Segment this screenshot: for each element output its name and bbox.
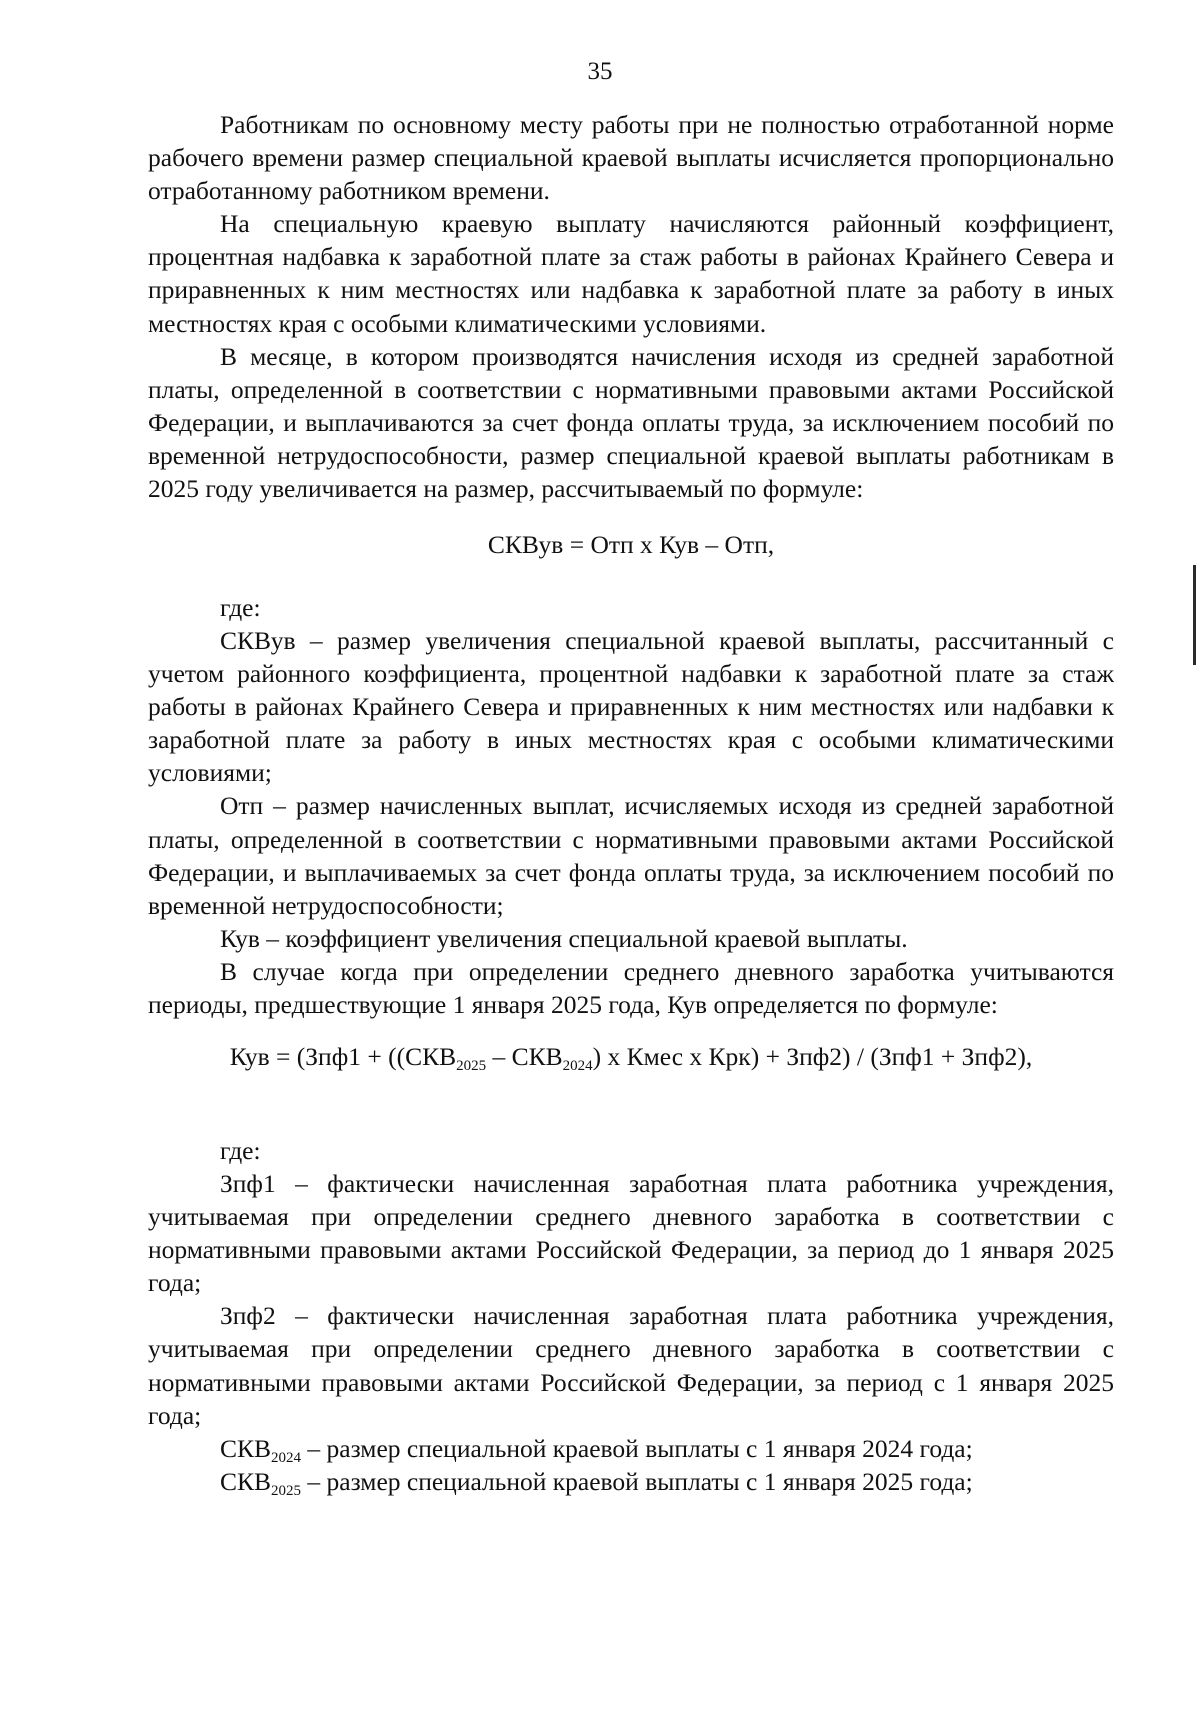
definition-kuv: Кув – коэффициент увеличения специальной краевой выплаты. xyxy=(220,923,908,953)
formula-kuv-part2: – СКВ xyxy=(486,1042,563,1071)
definition-zpf1: Зпф1 – фактически начисленная заработная плата работника учреждения, учитываемая при определении среднего дневного заработка в соответствии с нормативными правовыми актами Российской Федерации, за период до 1 января 2025 года; xyxy=(148,1169,1114,1298)
definition-skv2024 xyxy=(148,1432,1114,1465)
definition-skv2025 xyxy=(148,1465,1114,1498)
formula-kuv xyxy=(148,1040,1114,1073)
formula-kuv-part3: ) х Кмес х Крк) + Зпф2) / (Зпф1 + Зпф2), xyxy=(592,1042,1033,1071)
paragraph-coefficients: На специальную краевую выплату начисляются районный коэффициент, процентная надбавка к заработной плате за стаж работы в районах Крайнего Севера и приравненных к ним местностях или надбавка к заработной плате за работу в иных местностях края с особыми климатическими условиями. xyxy=(148,209,1114,338)
scan-margin-mark xyxy=(1193,565,1196,665)
definition-zpf2: Зпф2 – фактически начисленная заработная плата работника учреждения, учитываемая при определении среднего дневного заработка в соответствии с нормативными правовыми актами Российской Федерации, за период с 1 января 2025 года; xyxy=(148,1301,1114,1430)
where-label-1: где: xyxy=(220,593,261,622)
formula-skvuv: СКВув = Отп х Кув – Отп, xyxy=(487,530,775,559)
paragraph-increase-rule: В месяце, в котором производятся начисления исходя из средней заработной платы, определенной в соответствии с нормативными правовыми актами Российской Федерации, и выплачиваются за счет фонда оплаты труда, за исключением пособий по временной нетрудоспособности, размер специальной краевой выплаты работникам в 2025 году увеличивается на размер, рассчитываемый по формуле: xyxy=(148,341,1114,504)
skv2024-text: – размер специальной краевой выплаты с 1 января 2024 года; xyxy=(301,1433,973,1463)
formula-kuv-sub1: 2025 xyxy=(456,1058,487,1074)
skv2025-term: СКВ xyxy=(220,1466,272,1496)
skv2024-term: СКВ xyxy=(220,1433,272,1463)
paragraph-kuv-case: В случае когда при определении среднего дневного заработка учитываются периоды, предшествующие 1 января 2025 года, Кув определяется по формуле: xyxy=(148,956,1114,1020)
where-label-2: где: xyxy=(220,1136,261,1165)
skv2025-sub: 2025 xyxy=(271,1482,302,1499)
paragraph-proportional-payment: Работникам по основному месту работы при не полностью отработанной норме рабочего времени размер специальной краевой выплаты исчисляется пропорционально отработанному работником времени. xyxy=(148,110,1114,206)
formula-kuv-part1: Кув = (Зпф1 + ((СКВ xyxy=(229,1042,457,1071)
definition-skvuv: СКВув – размер увеличения специальной краевой выплаты, рассчитанный с учетом районного коэффициента, процентной надбавки к заработной плате за стаж работы в районах Крайнего Севера и приравненных к ним местностях или надбавки к заработной плате за работу в иных местностях края с особыми климатическими условиями; xyxy=(148,626,1114,788)
text-block-intro xyxy=(148,108,1114,505)
skv2025-text: – размер специальной краевой выплаты с 1 января 2025 года; xyxy=(301,1466,973,1496)
page-number: 35 xyxy=(587,58,613,85)
text-block-definitions-2 xyxy=(148,1167,1114,1498)
formula-kuv-sub2: 2024 xyxy=(562,1058,593,1074)
skv2024-sub: 2024 xyxy=(271,1449,302,1466)
text-block-definitions-1 xyxy=(148,624,1114,1021)
definition-otp: Отп – размер начисленных выплат, исчисляемых исходя из средней заработной платы, определенной в соответствии с нормативными правовыми актами Российской Федерации, и выплачиваемых за счет фонда оплаты труда, за исключением пособий по временной нетрудоспособности; xyxy=(148,791,1114,920)
